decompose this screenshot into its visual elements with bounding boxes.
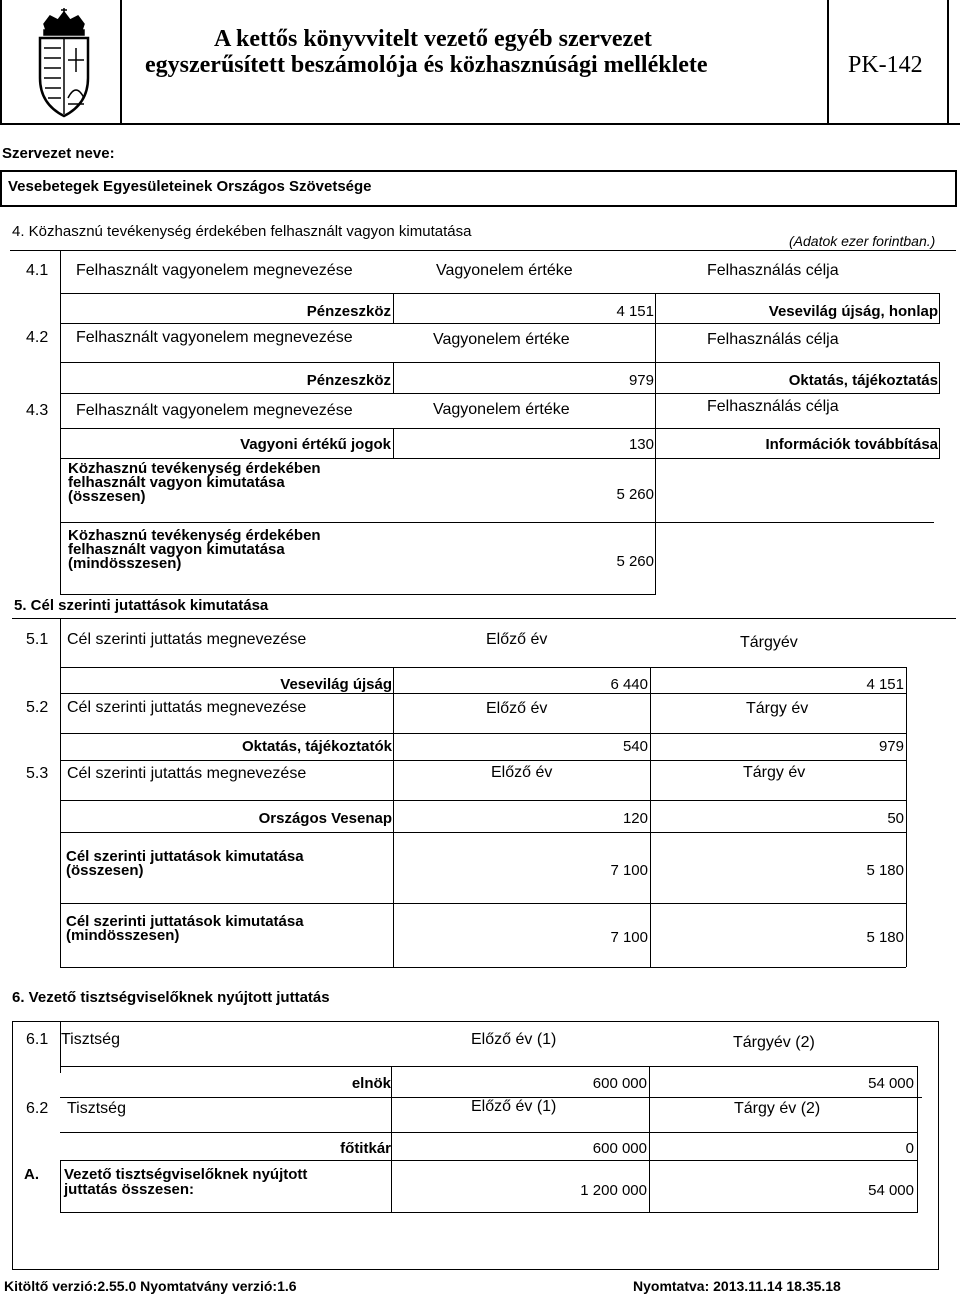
s6-total-prev: 1 200 000 [580,1182,647,1199]
row-5-3-prev: 120 [622,810,648,827]
s6-total-num: A. [24,1166,39,1183]
row-6-2-name: főtitkár [340,1140,391,1157]
row-4-2-value: 979 [628,372,654,389]
row-5-2-col2: Előző év [486,700,548,717]
s4-grand-line2: felhasznált vagyon kimutatása [68,541,285,558]
s6-total-line2: juttatás összesen: [64,1181,195,1198]
s4-total-line3: (összesen) [68,488,146,505]
row-4-1-value: 4 151 [616,303,654,320]
s5-total-line1: Cél szerinti juttatások kimutatása [66,848,304,865]
row-4-2-col1: Felhasznált vagyonelem megnevezése [76,329,353,346]
title-line-2: egyszerűsített beszámolója és közhasznúsági melléklete [145,52,708,78]
s6-total-line1: Vezető tisztségviselőknek nyújtott [64,1166,308,1183]
row-4-2-col2: Vagyonelem értéke [433,331,570,348]
row-4-1-name: Pénzeszköz [306,303,391,320]
row-6-1-col3: Tárgyév (2) [733,1034,815,1051]
s5-total-prev: 7 100 [610,862,648,879]
row-5-2-col3: Tárgy év [746,700,809,717]
row-5-2-num: 5.2 [26,699,49,716]
s5-grand-line1: Cél szerinti juttatások kimutatása [66,913,304,930]
row-5-1-name: Vesevilág újság [280,676,392,693]
s4-total-line1: Közhasznú tevékenység érdekében [68,460,321,477]
s4-grand-line1: Közhasznú tevékenység érdekében [68,527,321,544]
row-4-3-name: Vagyoni értékű jogok [240,436,391,453]
row-6-1-num: 6.1 [26,1031,49,1048]
row-6-2-col1: Tisztség [67,1100,126,1117]
row-4-2-num: 4.2 [26,329,49,346]
s4-total-line2: felhasznált vagyon kimutatása [68,474,285,491]
row-5-2-curr: 979 [878,738,904,755]
row-5-3-col3: Tárgy év [743,764,806,781]
row-5-1-col1: Cél szerinti juttatás megnevezése [67,631,307,648]
row-4-3-value: 130 [628,436,654,453]
row-6-2-num: 6.2 [26,1100,49,1117]
unit-note: (Adatok ezer forintban.) [789,233,936,249]
row-5-3-col1: Cél szerinti jutattás megnevezése [67,765,307,782]
s4-grand-line3: (mindösszesen) [68,555,182,572]
row-6-1-col2: Előző év (1) [471,1031,557,1048]
row-5-3-curr: 50 [887,810,904,827]
s4-grand-value: 5 260 [616,553,654,570]
row-4-3-col1: Felhasznált vagyonelem megnevezése [76,402,353,419]
s5-grand-line2: (mindösszesen) [66,927,180,944]
row-6-2-col2: Előző év (1) [471,1098,557,1115]
row-5-1-prev: 6 440 [610,676,648,693]
row-5-1-num: 5.1 [26,631,49,648]
row-4-2-col3: Felhasználás célja [707,331,839,348]
row-6-1-col1: Tisztség [61,1031,120,1048]
row-5-3-name: Országos Vesenap [258,810,392,827]
row-4-1-num: 4.1 [26,262,49,279]
s5-grand-curr: 5 180 [866,929,904,946]
row-4-1-col1: Felhasznált vagyonelem megnevezése [76,262,353,279]
s5-total-line2: (összesen) [66,862,144,879]
row-4-2-name: Pénzeszköz [306,372,391,389]
s5-total-curr: 5 180 [866,862,904,879]
row-6-2-col3: Tárgy év (2) [734,1100,821,1117]
row-5-3-num: 5.3 [26,765,49,782]
row-4-3-purpose: Információk továbbítása [765,436,938,453]
row-5-1-col3: Tárgyév [740,634,798,651]
row-5-1-curr: 4 151 [866,676,904,693]
row-5-1-col2: Előző év [486,631,548,648]
s6-total-curr: 54 000 [868,1182,914,1199]
title-line-1: A kettős könyvvitelt vezető egyéb szervezet [214,26,652,52]
s5-grand-prev: 7 100 [610,929,648,946]
row-6-1-prev: 600 000 [592,1075,647,1092]
row-4-1-col3: Felhasználás célja [707,262,839,279]
row-6-1-name: elnök [351,1075,391,1092]
section5-title: 5. Cél szerinti jutattások kimutatása [14,597,269,614]
row-4-2-purpose: Oktatás, tájékoztatás [788,372,938,389]
form-code: PK-142 [848,52,923,78]
row-5-2-col1: Cél szerinti juttatás megnevezése [67,699,307,716]
row-4-3-num: 4.3 [26,402,49,419]
row-5-3-col2: Előző év [491,764,553,781]
s4-total-value: 5 260 [616,486,654,503]
org-label: Szervezet neve: [2,145,115,162]
row-5-2-name: Oktatás, tájékoztatók [241,738,392,755]
row-4-1-col2: Vagyonelem értéke [436,262,573,279]
row-6-2-curr: 0 [905,1140,914,1157]
coat-of-arms-icon [28,8,100,120]
row-4-3-col2: Vagyonelem értéke [433,401,570,418]
org-name: Vesebetegek Egyesületeinek Országos Szövetsége [8,178,372,195]
section6-title: 6. Vezető tisztségviselőknek nyújtott juttatás [12,989,330,1006]
row-6-1-curr: 54 000 [868,1075,914,1092]
row-4-1-purpose: Vesevilág újság, honlap [768,303,938,320]
section4-title: 4. Közhasznú tevékenység érdekében felhasznált vagyon kimutatása [12,223,472,240]
footer-printed: Nyomtatva: 2013.11.14 18.35.18 [633,1278,841,1294]
footer-version: Kitöltő verzió:2.55.0 Nyomtatvány verzió:1.6 [4,1278,297,1294]
row-5-2-prev: 540 [622,738,648,755]
row-4-3-col3: Felhasználás célja [707,398,839,415]
row-6-2-prev: 600 000 [592,1140,647,1157]
